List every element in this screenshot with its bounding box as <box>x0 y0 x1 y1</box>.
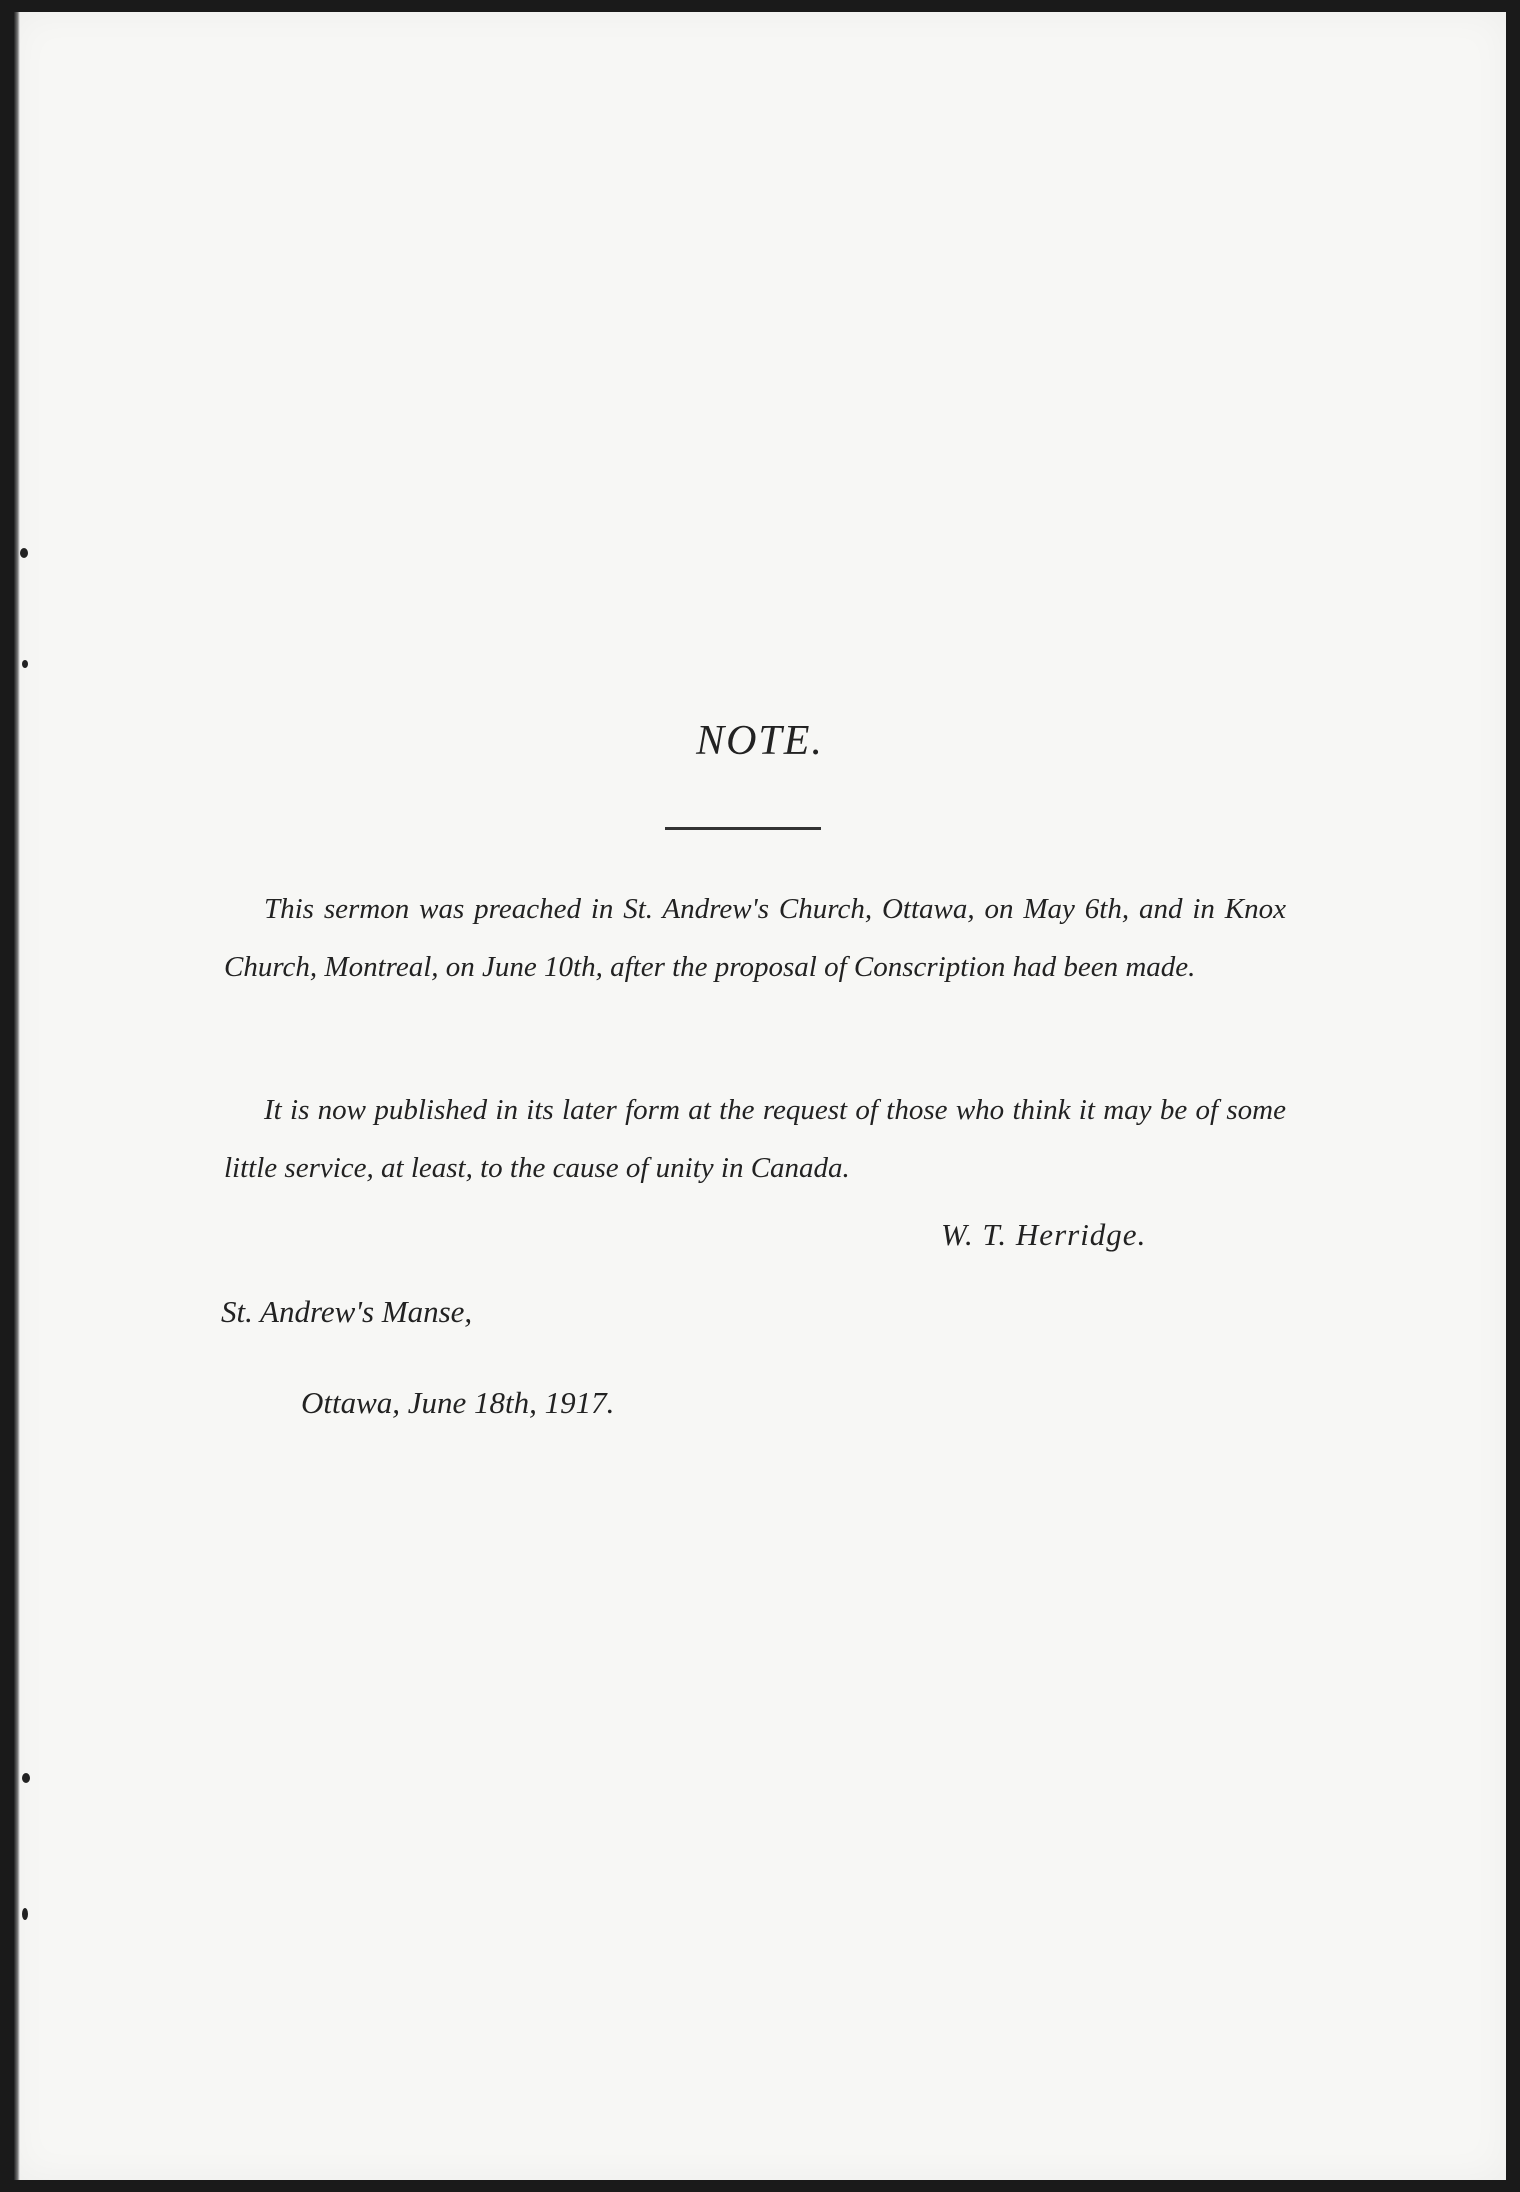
place-line: St. Andrew's Manse, <box>221 1294 473 1329</box>
author-signature: W. T. Herridge. <box>941 1217 1147 1252</box>
binding-hole-mark <box>22 1773 30 1783</box>
page-spine-edge <box>14 12 20 2180</box>
note-paragraph-1: This sermon was preached in St. Andrew's Church, Ottawa, on May 6th, and in Knox Church, Montreal, on June 10th, after the proposal of Conscription had been made. <box>224 893 1286 983</box>
date-line: Ottawa, June 18th, 1917. <box>301 1385 615 1420</box>
document-page <box>14 12 1506 2180</box>
binding-hole-mark <box>22 1908 28 1920</box>
page-title: NOTE. <box>696 718 824 764</box>
title-divider <box>665 827 821 830</box>
note-paragraph-2: It is now published in its later form at the request of those who think it may be of some little service, at least, to the cause of unity in Canada. <box>224 1094 1286 1184</box>
binding-hole-mark <box>22 660 28 668</box>
binding-hole-mark <box>20 548 28 558</box>
